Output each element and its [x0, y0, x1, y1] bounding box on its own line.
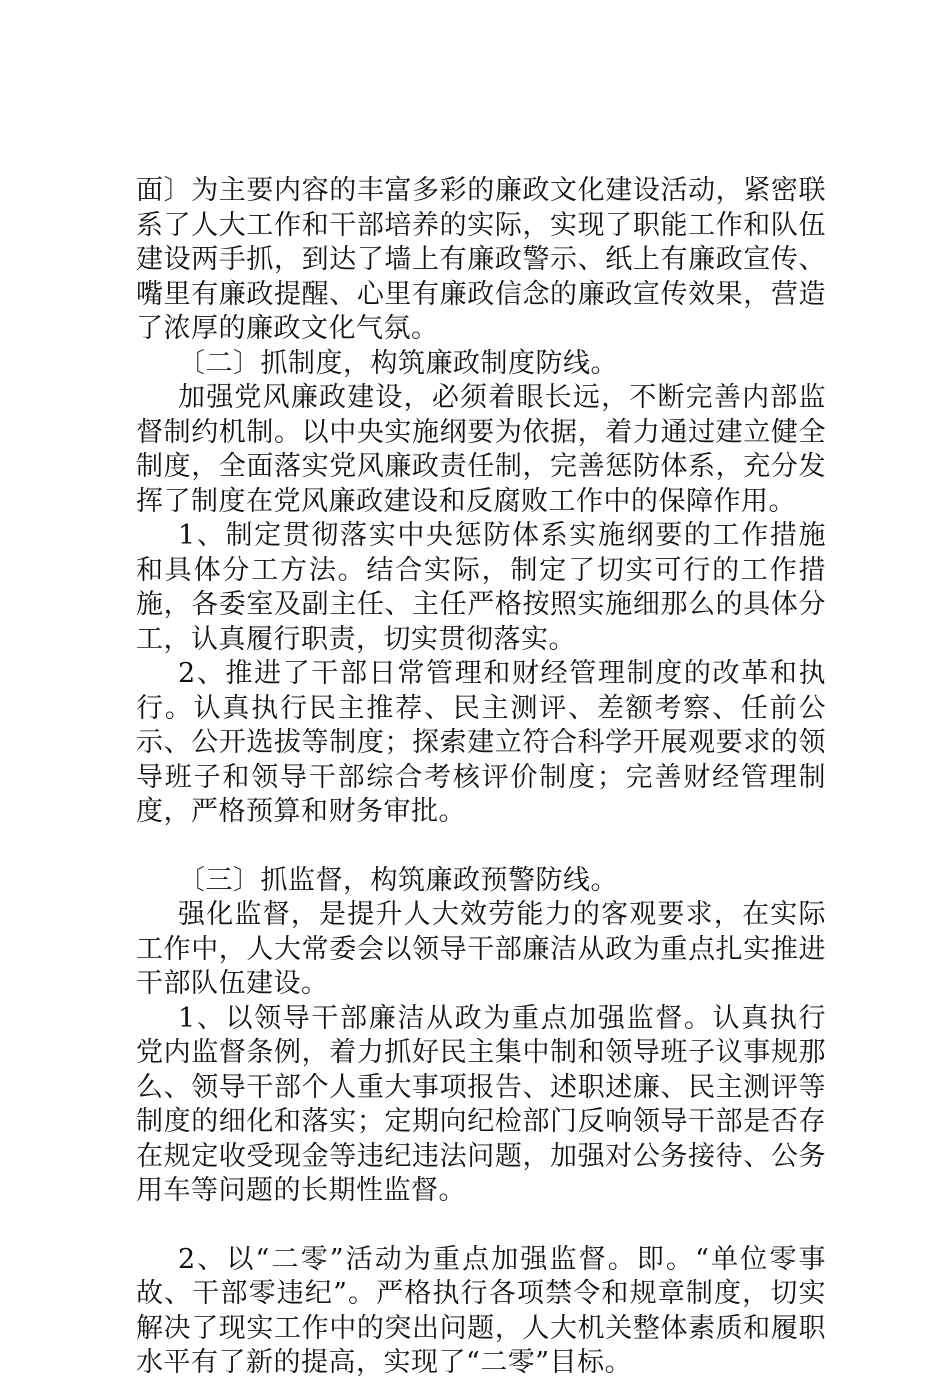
section-heading-3: 〔三〕抓监督，构筑廉政预警防线。 [178, 864, 618, 896]
paragraph: 加强党风廉政建设，必须着眼长远，不断完善内部监督制约机制。以中央实施纲要为依据，着力通过建立健全制度，全面落实党风廉政责任制，完善惩防体系，充分发挥了制度在党风廉政建设和反腐败工作中的保障作用。 [136, 382, 826, 517]
section-heading-2: 〔二〕抓制度，构筑廉政制度防线。 [178, 347, 618, 379]
paragraph: 强化监督，是提升人大效劳能力的客观要求，在实际工作中，人大常委会以领导干部廉洁从政为重点扎实推进干部队伍建设。 [136, 899, 826, 999]
list-item-1: 1、制定贯彻落实中央惩防体系实施纲要的工作措施和具体分工方法。结合实际，制定了切实可行的工作措施，各委室及副主任、主任严格按照实施细那么的具体分工，认真履行职责，切实贯彻落实。 [136, 520, 826, 655]
paragraph-continuation: 面〕为主要内容的丰富多彩的廉政文化建设活动，紧密联系了人大工作和干部培养的实际，实现了职能工作和队伍建设两手抓，到达了墙上有廉政警示、纸上有廉政宣传、嘴里有廉政提醒、心里有廉政信念的廉政宣传效果，营造了浓厚的廉政文化气氛。 [136, 175, 826, 344]
document-body [136, 174, 826, 1381]
list-item-1: 1、以领导干部廉洁从政为重点加强监督。认真执行党内监督条例，着力抓好民主集中制和领导班子议事规那么、领导干部个人重大事项报告、述职述廉、民主测评等制度的细化和落实；定期向纪检部门反响领导干部是否存在规定收受现金等违纪违法问题，加强对公务接待、公务用车等问题的长期性监督。 [136, 1002, 826, 1206]
list-item-2: 2、以“二零”活动为重点加强监督。即。“单位零事故、干部零违纪”。严格执行各项禁令和规章制度，切实解决了现实工作中的突出问题，人大机关整体素质和履职水平有了新的提高，实现了“二零”目标。 [136, 1243, 826, 1378]
list-item-2: 2、推进了干部日常管理和财经管理制度的改革和执行。认真执行民主推荐、民主测评、差额考察、任前公示、公开选拔等制度；探索建立符合科学开展观要求的领导班子和领导干部综合考核评价制度；完善财经管理制度，严格预算和财务审批。 [136, 658, 826, 827]
